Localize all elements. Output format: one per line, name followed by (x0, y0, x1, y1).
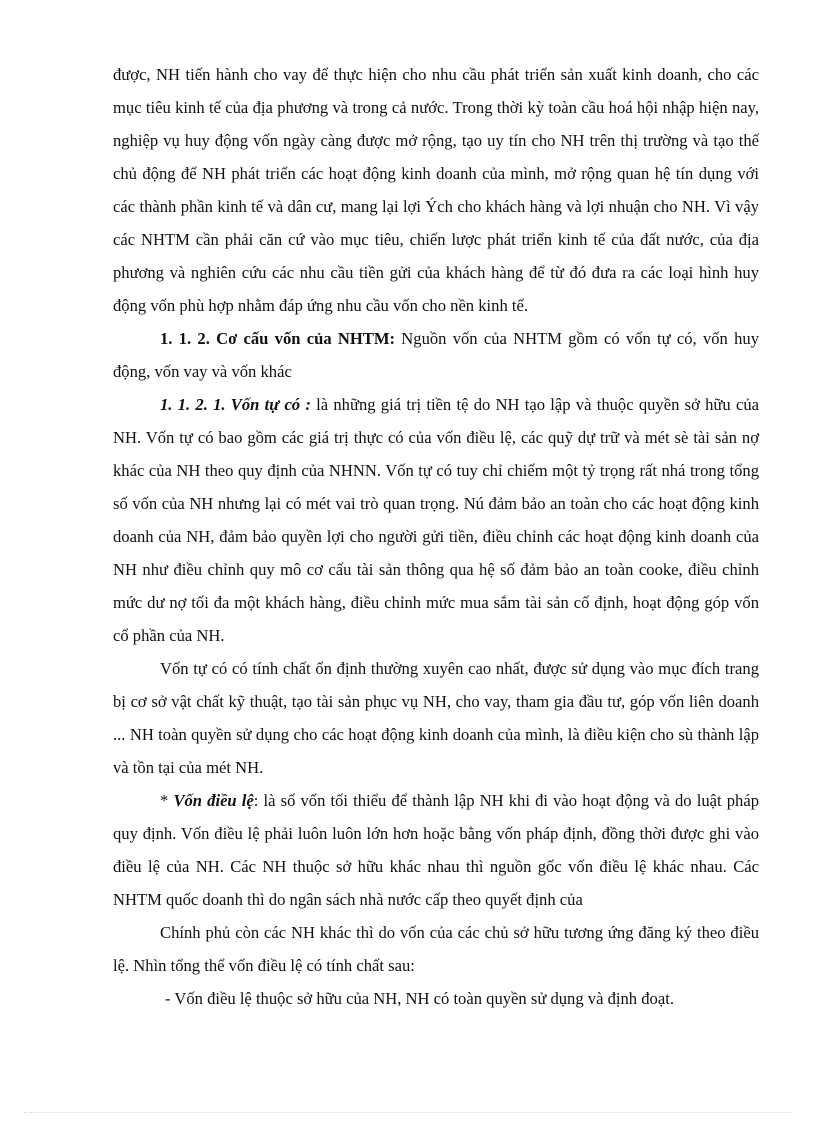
section-1-1-2-1 (113, 388, 759, 652)
page-bottom-border (24, 1112, 792, 1113)
charter-capital-star: * (160, 791, 174, 810)
charter-capital-paragraph (113, 784, 759, 916)
document-body (113, 58, 759, 1015)
paragraph-government: Chính phủ còn các NH khác thì do vốn của các chủ sở hữu tương ứng đăng ký theo điều lệ. Nhìn tổng thể vốn điều lệ có tính chất sau: (113, 923, 759, 975)
section-1-1-2-1-heading: 1. 1. 2. 1. Vốn tự có : (160, 395, 311, 414)
bullet-charter-ownership: - Vốn điều lệ thuộc sở hữu của NH, NH có toàn quyền sử dụng và định đoạt. (165, 989, 674, 1008)
section-1-1-2-1-text: là những giá trị tiền tệ do NH tạo lập và thuộc quyền sở hữu của NH. Vốn tự có bao gồm các giá trị thực có của vốn điều lệ, các quỹ dự trữ và mét sè tài sản nợ khác của NH theo quy định của NHNN. Vốn tự có tuy chỉ chiếm một tỷ trọng rất nhá trong tổng số vốn của NH nhưng lại có mét vai trò quan trọng. Nú đảm bảo an toàn cho các hoạt động kinh doanh của NH, đảm bảo quyền lợi cho người gửi tiền, điều chỉnh các hoạt động kinh doanh của NH như điều chỉnh quy mô cơ cấu tài sản thông qua hệ số đảm bảo an toàn cooke, điều chỉnh mức dư nợ tối đa một khách hàng, điều chỉnh mức mua sắm tài sản cố định, hoạt động góp vốn cổ phần của NH. (113, 395, 759, 645)
section-1-1-2-heading: 1. 1. 2. Cơ cấu vốn của NHTM: (160, 329, 396, 348)
paragraph-stability: Vốn tự có có tính chất ổn định thường xuyên cao nhất, được sử dụng vào mục đích trang bị cơ sở vật chất kỹ thuật, tạo tài sản phục vụ NH, cho vay, tham gia đầu tư, góp vốn liên doanh ... NH toàn quyền sử dụng cho các hoạt động kinh doanh của mình, là điều kiện cho sù thành lập và tồn tại của mét NH. (113, 659, 759, 777)
section-1-1-2 (113, 322, 759, 388)
paragraph-intro: được, NH tiến hành cho vay để thực hiện cho nhu cầu phát triển sản xuất kinh doanh, cho các mục tiêu kinh tế của địa phương và trong cả nước. Trong thời kỳ toàn cầu hoá hội nhập hiện nay, nghiệp vụ huy động vốn ngày càng được mở rộng, tạo uy tín cho NH trên thị trường và tạo thế chủ động để NH phát triển các hoạt động kinh doanh của mình, mở rộng quan hệ tín dụng với các thành phần kinh tế và dân cư, mang lại lợi Ých cho khách hàng và lợi nhuận cho NH. Vì vậy các NHTM cần phải căn cứ vào mục tiêu, chiến lược phát triển kinh tế của đất nước, của địa phương và nghiên cứu các nhu cầu tiền gửi của khách hàng để từ đó đưa ra các loại hình huy động vốn phù hợp nhằm đáp ứng nhu cầu vốn cho nền kinh tế. (113, 65, 759, 315)
section-1-1-2-text: Nguồn vốn của NHTM gồm có vốn tự có, vốn huy động, vốn vay và vốn khác (113, 329, 759, 381)
charter-capital-text: : là số vốn tối thiểu để thành lập NH khi đi vào hoạt động và do luật pháp quy định. Vốn điều lệ phải luôn luôn lớn hơn hoặc bằng vốn pháp định, đồng thời được ghi vào điều lệ của NH. Các NH thuộc sở hữu khác nhau thì nguồn gốc vốn điều lệ khác nhau. Các NHTM quốc doanh thì do ngân sách nhà nước cấp theo quyết định của (113, 791, 759, 909)
charter-capital-heading: Vốn điều lệ (173, 791, 254, 810)
